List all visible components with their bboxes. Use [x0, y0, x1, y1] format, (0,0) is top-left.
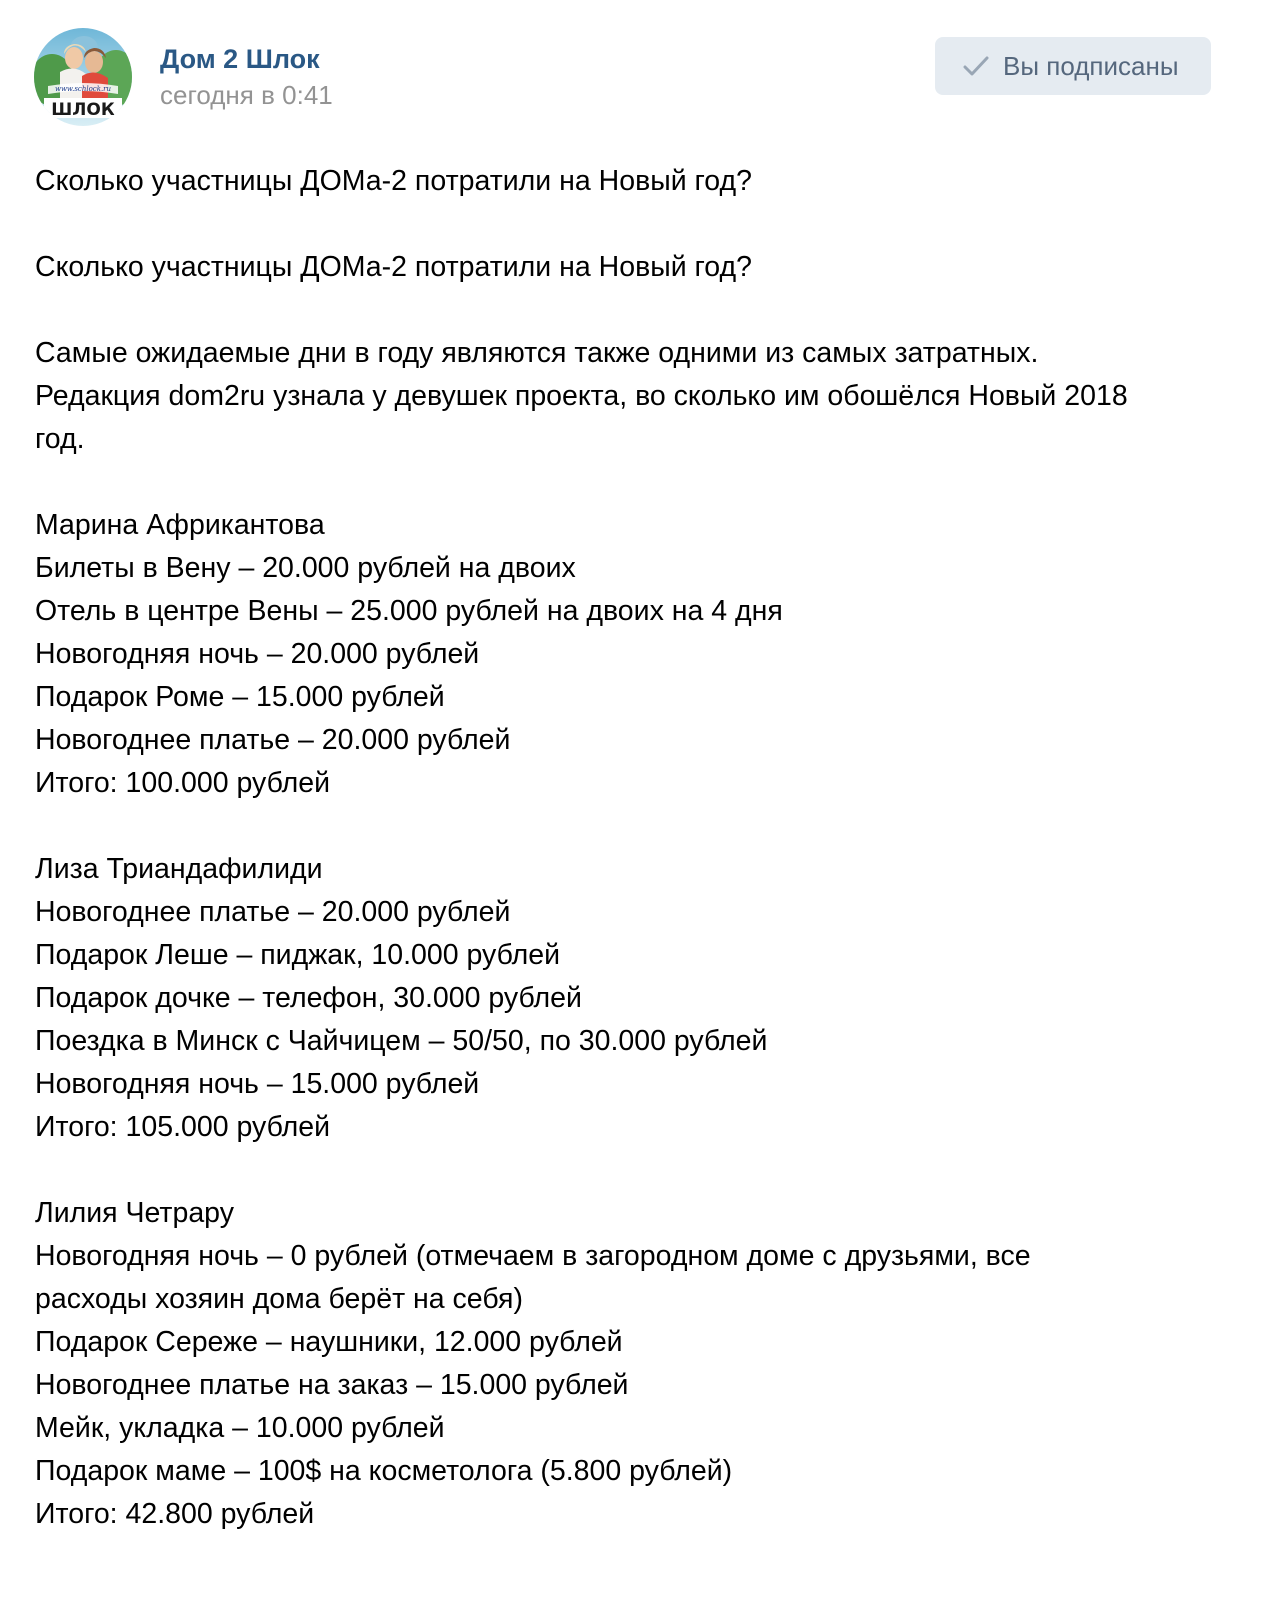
expense-line: Новогоднее платье на заказ – 15.000 рублей	[35, 1369, 629, 1401]
expense-line: Подарок маме – 100$ на косметолога (5.800 рублей)	[35, 1455, 733, 1487]
section-name: Марина Африкантова	[35, 509, 325, 541]
section-name: Лилия Четрару	[35, 1197, 234, 1229]
blank-line	[35, 461, 1215, 504]
expense-line: Подарок Леше – пиджак, 10.000 рублей	[35, 939, 561, 971]
post-timestamp[interactable]: сегодня в 0:41	[160, 80, 333, 110]
svg-text:www.schlock.ru: www.schlock.ru	[54, 85, 112, 93]
total-line: Итого: 100.000 рублей	[35, 767, 331, 799]
expense-line: Билеты в Вену – 20.000 рублей на двоих	[35, 552, 576, 584]
blank-line	[35, 289, 1215, 332]
post-title: Сколько участницы ДОМа-2 потратили на Новый год?	[35, 165, 753, 197]
expense-line: Новогоднее платье – 20.000 рублей	[35, 896, 511, 928]
subscribed-label: Вы подписаны	[1003, 51, 1179, 81]
intro-line: Редакция dom2ru узнала у девушек проекта, во сколько им обошёлся Новый 2018	[35, 380, 1128, 412]
expense-line: Поездка в Минск с Чайчицем – 50/50, по 30.000 рублей	[35, 1025, 768, 1057]
avatar-image	[34, 28, 132, 126]
intro-line: Самые ожидаемые дни в году являются также одними из самых затратных.	[35, 337, 1039, 369]
total-line: Итого: 105.000 рублей	[35, 1111, 331, 1143]
author-name-link[interactable]: Дом 2 Шлок	[160, 44, 320, 74]
expense-line: Отель в центре Вены – 25.000 рублей на двоих на 4 дня	[35, 595, 783, 627]
expense-line: Подарок дочке – телефон, 30.000 рублей	[35, 982, 582, 1014]
check-icon	[963, 55, 989, 77]
expense-line: расходы хозяин дома берёт на себя)	[35, 1283, 523, 1315]
expense-line: Новогодняя ночь – 15.000 рублей	[35, 1068, 480, 1100]
blank-line	[35, 1149, 1215, 1192]
subscribed-button[interactable]	[935, 37, 1211, 95]
post-text	[35, 160, 1215, 1536]
total-line: Итого: 42.800 рублей	[35, 1498, 315, 1530]
expense-line: Подарок Сереже – наушники, 12.000 рублей	[35, 1326, 623, 1358]
expense-line: Новогоднее платье – 20.000 рублей	[35, 724, 511, 756]
expense-line: Новогодняя ночь – 0 рублей (отмечаем в загородном доме с друзьями, все	[35, 1240, 1031, 1272]
blank-line	[35, 203, 1215, 246]
expense-line: Новогодняя ночь – 20.000 рублей	[35, 638, 480, 670]
intro-line: год.	[35, 423, 85, 455]
post-subtitle: Сколько участницы ДОМа-2 потратили на Новый год?	[35, 251, 753, 283]
avatar[interactable]	[34, 28, 132, 126]
section-name: Лиза Триандафилиди	[35, 853, 323, 885]
post-header	[34, 26, 1238, 126]
svg-text:ШЛОК: ШЛОК	[51, 100, 115, 120]
expense-line: Мейк, укладка – 10.000 рублей	[35, 1412, 445, 1444]
blank-line	[35, 805, 1215, 848]
expense-line: Подарок Роме – 15.000 рублей	[35, 681, 445, 713]
